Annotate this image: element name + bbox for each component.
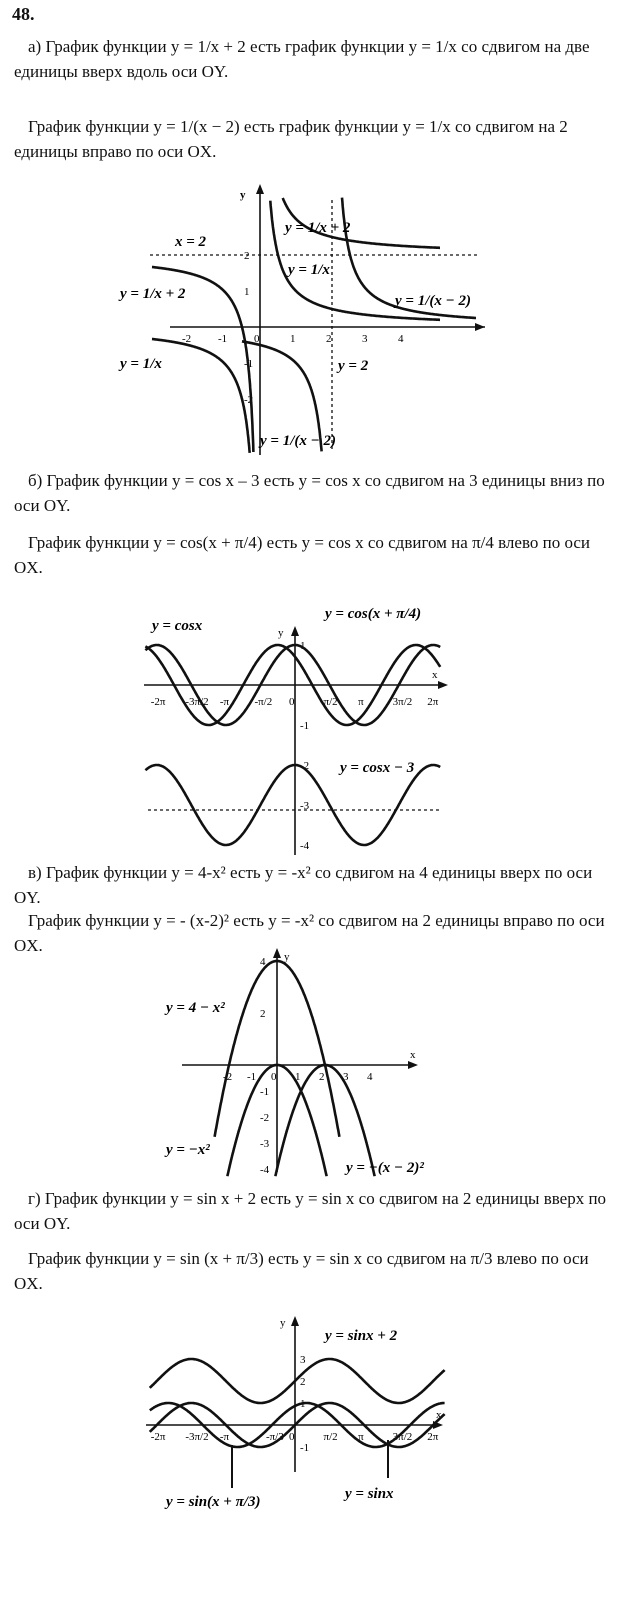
chart-b [140,600,460,862]
tick-x: 3 [343,1071,349,1083]
tick-y: -2 [260,1112,270,1124]
axis-label-y: y [240,189,246,201]
tick-y: 1 [300,1398,306,1410]
paragraph-g2: График функции y = sin (x + π/3) есть y = sin x со сдвигом на π/3 влево по оси OX. [14,1249,589,1293]
tick-x: 3π/2 [392,1431,413,1443]
chart-d [140,1310,460,1550]
tick-y: -4 [260,1164,270,1176]
tick-x: 3π/2 [392,696,413,708]
axis-label-y: y [278,627,284,639]
tick-y: -1 [244,358,254,370]
x-axis-arrow [475,323,485,331]
tick-y: 3 [300,1354,306,1366]
curve-cos-down [145,765,440,845]
paragraph-a2: График функции y = 1/(x − 2) есть график функции y = 1/x со сдвигом на 2 единицы вправо по оси OX. [14,117,568,161]
curve-sin2 [150,1359,445,1403]
paragraph-b1: б) График функции y = cos x – 3 есть y = cos x со сдвигом на 3 единицы вниз по оси OY. [14,471,605,515]
paragraph-v2: График функции y = - (x-2)² есть y = -x² со сдвигом на 2 единицы вправо по оси OX. [14,911,605,955]
chart-a [110,180,490,460]
label-p1: y = 4 − x² [166,1000,225,1016]
tick-x: 4 [398,333,404,345]
x-axis-arrow [438,681,448,689]
label-x2: x = 2 [175,234,207,250]
problem-number: 48. [12,4,35,24]
label-p2: y = −x² [166,1142,210,1158]
tick-x: 0 [254,333,260,345]
label-sin2: y = sinx + 2 [325,1328,398,1344]
tick-x: π [358,696,364,708]
axis-label-y: y [280,1317,286,1329]
tick-x: -2 [182,333,192,345]
tick-x: -2 [223,1071,233,1083]
tick-x: -π [219,1431,230,1443]
tick-y: -1 [300,720,310,732]
tick-x: 0 [289,1431,295,1443]
tick-x: -3π/2 [185,1431,209,1443]
curve-inv-left [152,339,250,453]
tick-x: 2π [427,696,439,708]
label-shiftR-bottom: y = 1/(x − 2) [260,433,336,449]
label-top: y = 1/x + 2 [285,220,351,236]
tick-x: π/2 [323,696,338,708]
label-cosShift: y = cos(x + π/4) [325,606,422,622]
paragraph-g1: г) График функции y = sin x + 2 есть y = sin x со сдвигом на 2 единицы вверх по оси OY. [14,1189,607,1233]
label-inv: y = 1/x [120,356,162,372]
tick-x: -π/2 [254,696,273,708]
y-axis-arrow [291,1316,299,1326]
paragraph-v1: в) График функции y = 4-x² есть y = -x² со сдвигом на 4 единицы вверх по оси OY. [14,863,593,907]
paragraph-a1: а) График функции y = 1/x + 2 есть график функции y = 1/x со сдвигом на две единицы вверх вдоль оси OY. [14,37,590,81]
tick-y: 2 [244,250,250,262]
tick-x: 0 [289,696,295,708]
label-cosDown: y = cosx − 3 [340,760,415,776]
tick-x: -2π [150,696,166,708]
label-mid: y = 1/x [288,262,330,278]
axis-label-x: x [410,1049,416,1061]
tick-x: -3π/2 [185,696,209,708]
tick-y: -2 [244,394,254,406]
tick-y: -3 [260,1138,270,1150]
label-cos: y = cosx [152,618,203,634]
tick-y: 1 [300,640,306,652]
tick-y: 2 [260,1008,266,1020]
tick-x: π [358,1431,364,1443]
axis-label-y: y [284,951,290,963]
tick-x: 1 [290,333,296,345]
tick-y: -2 [300,760,310,772]
tick-x: -π [219,696,230,708]
tick-x: -π/3 [265,1431,284,1443]
paragraph-b2: График функции y = cos(x + π/4) есть y = cos x со сдвигом на π/4 влево по оси OX. [14,533,591,577]
tick-y: -4 [300,840,310,852]
tick-x: 1 [295,1071,301,1083]
tick-x: π/2 [323,1431,338,1443]
tick-x: 3 [362,333,368,345]
tick-x: 0 [271,1071,277,1083]
label-sinShift: y = sin(x + π/3) [166,1494,261,1510]
label-y2: y = 2 [338,358,369,374]
tick-y: 4 [260,956,266,968]
tick-y: -1 [300,1442,310,1454]
y-axis-arrow [291,626,299,636]
tick-x: 2π [427,1431,439,1443]
tick-x: 2 [326,333,332,345]
y-axis-arrow [256,184,264,194]
tick-x: 2 [319,1071,325,1083]
chart-c [160,940,440,1180]
tick-y: -1 [260,1086,270,1098]
label-sin: y = sinx [345,1486,394,1502]
tick-x: -2π [150,1431,166,1443]
tick-y: 2 [300,1376,306,1388]
axis-label-x: x [432,669,438,681]
tick-x: 4 [367,1071,373,1083]
label-p3: y = −(x − 2)² [346,1160,424,1176]
axis-label-x: x [436,1409,442,1421]
label-inv2: y = 1/x + 2 [120,286,186,302]
tick-y: -3 [300,800,310,812]
x-axis-arrow [408,1061,418,1069]
y-axis-arrow [273,948,281,958]
tick-y: 1 [244,286,250,298]
label-shiftR: y = 1/(x − 2) [395,293,471,309]
tick-x: -1 [218,333,228,345]
tick-x: -1 [247,1071,257,1083]
